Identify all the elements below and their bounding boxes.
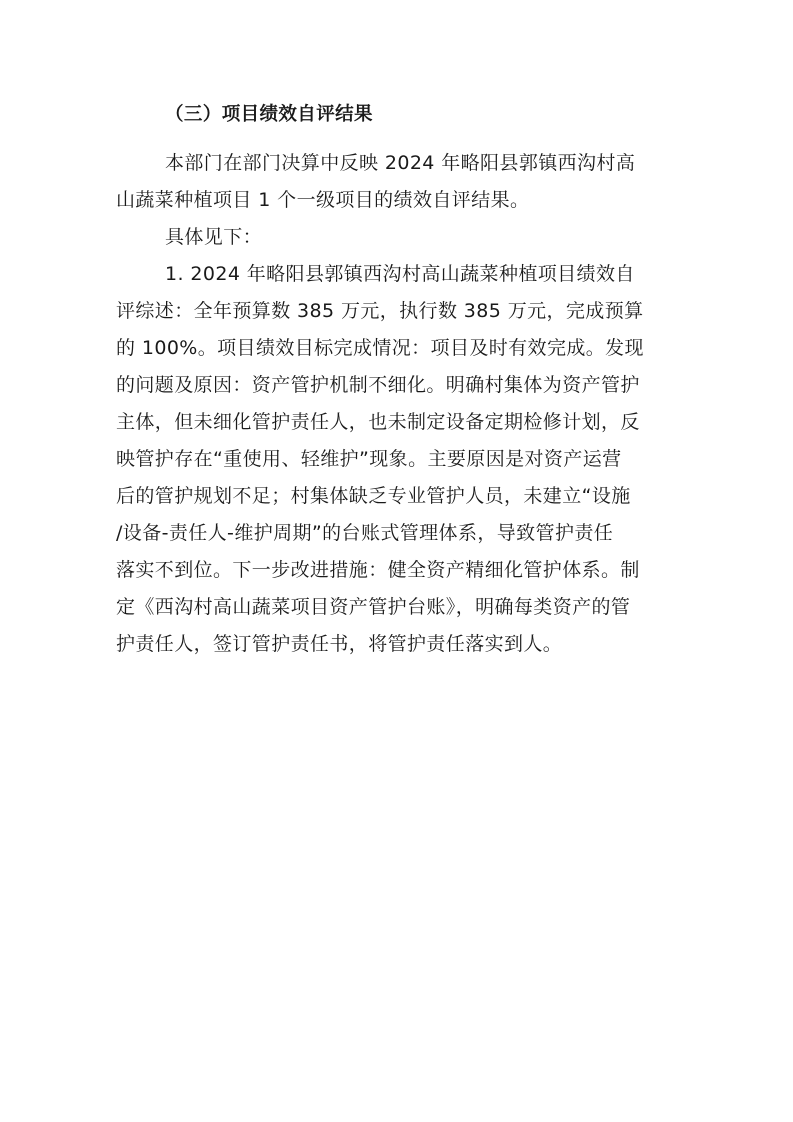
paragraph-3-line-7: 后的管护规划不足；村集体缺乏专业管护人员，未建立“设施 — [116, 485, 631, 507]
paragraph-2-line-1: 具体见下： — [165, 226, 263, 248]
paragraph-3-line-10: 定《西沟村高山蔬菜项目资产管护台账》，明确每类资产的管 — [116, 596, 631, 618]
paragraph-3-line-11: 护责任人，签订管护责任书，将管护责任落实到人。 — [116, 633, 563, 655]
section-heading: （三）项目绩效自评结果 — [165, 104, 373, 125]
paragraph-3-line-6: 映管护存在“重使用、轻维护”现象。主要原因是对资产运营 — [116, 448, 622, 470]
paragraph-3-line-8: /设备-责任人-维护周期”的台账式管理体系，导致管护责任 — [116, 522, 614, 544]
paragraph-3-line-3: 的 100%。项目绩效目标完成情况：项目及时有效完成。发现 — [116, 337, 644, 359]
paragraph-1-line-2: 山蔬菜种植项目 1 个一级项目的绩效自评结果。 — [116, 189, 530, 211]
paragraph-3-line-5: 主体，但未细化管护责任人，也未制定设备定期检修计划，反 — [116, 411, 640, 433]
paragraph-3-line-2: 评综述：全年预算数 385 万元，执行数 385 万元，完成预算 — [116, 300, 644, 322]
paragraph-3-line-4: 的问题及原因：资产管护机制不细化。明确村集体为资产管护 — [116, 374, 640, 396]
paragraph-3-line-1: 1. 2024 年略阳县郭镇西沟村高山蔬菜种植项目绩效自 — [165, 263, 635, 285]
paragraph-3-line-9: 落实不到位。下一步改进措施：健全资产精细化管护体系。制 — [116, 559, 640, 581]
paragraph-1-line-1: 本部门在部门决算中反映 2024 年略阳县郭镇西沟村高 — [165, 152, 636, 174]
